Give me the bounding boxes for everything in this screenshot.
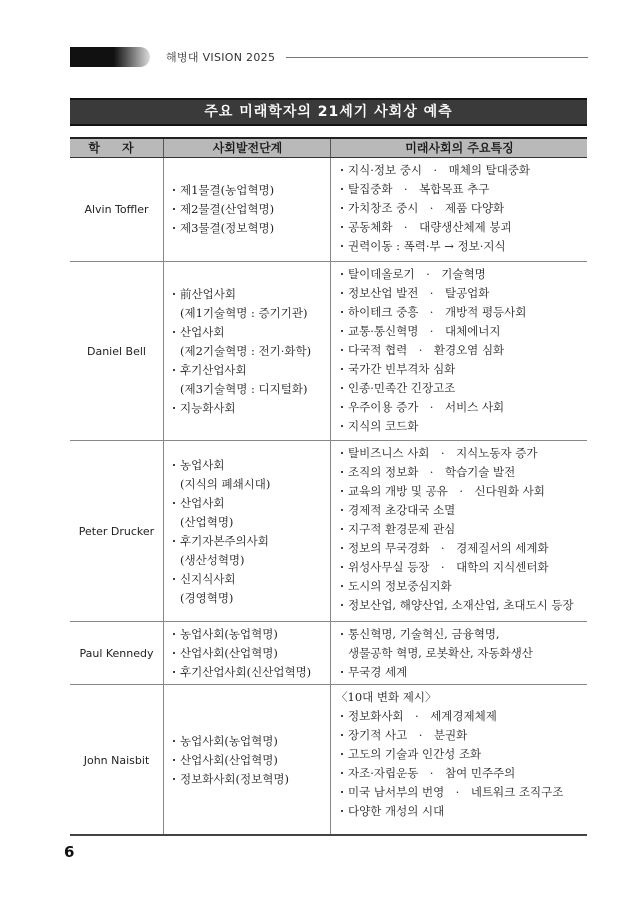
table-header <box>70 139 587 158</box>
feature-note: 〈10대 변화 제시〉 <box>336 690 437 704</box>
stage-item: · 산업사회(산업혁명) <box>168 644 328 663</box>
feature-item: · 정보의 무국경화 · 경제질서의 세계화 <box>335 539 587 558</box>
feature-item: · 교육의 개방 및 공유 · 신다원화 사회 <box>335 482 587 501</box>
stage-item: · 지능화사회 <box>168 399 328 418</box>
stage-list <box>168 441 328 622</box>
feature-list <box>335 685 587 835</box>
table-row <box>70 261 587 441</box>
table-row <box>70 158 587 261</box>
scholar-name: Daniel Bell <box>87 345 146 358</box>
feature-item: · 탈이데올로기 · 기술혁명 <box>335 265 587 284</box>
stage-item: · 농업사회(농업혁명) <box>168 732 328 751</box>
feature-item: · 자조·자립운동 · 참여 민주주의 <box>335 764 587 783</box>
feature-item: · 탈집중화 · 복합목표 추구 <box>335 180 587 199</box>
header-rule <box>286 57 588 58</box>
feature-item: · 공동체화 · 대량생산체제 붕괴 <box>335 218 587 237</box>
feature-list <box>335 622 587 685</box>
stage-item: · 농업사회 <box>168 456 328 475</box>
stage-list <box>168 685 328 835</box>
feature-item: 생물공학 혁명, 로봇확산, 자동화생산 <box>348 646 533 660</box>
stage-subnote: (경영혁명) <box>180 590 234 605</box>
feature-list <box>335 262 587 441</box>
stage-subnote: (산업혁명) <box>180 514 234 529</box>
feature-item: · 정보산업 발전 · 탈공업화 <box>335 284 587 303</box>
feature-item: · 우주이용 증가 · 서비스 사회 <box>335 398 587 417</box>
feature-list <box>335 441 587 622</box>
stage-subnote: (제2기술혁명 : 전기·화학) <box>180 344 312 358</box>
stage-subnote: (제3기술혁명 : 디지털화) <box>180 382 308 396</box>
feature-item: · 통신혁명, 기술혁신, 금융혁명, <box>335 625 587 644</box>
header-scholar: 학자 <box>88 141 156 155</box>
feature-item: · 지식·정보 중시 · 매체의 탈대중화 <box>335 161 587 180</box>
feature-item: · 탈비즈니스 사회 · 지식노동자 증가 <box>335 444 587 463</box>
scholar-name: Peter Drucker <box>78 525 155 538</box>
stage-item: · 제3물결(정보혁명) <box>168 219 328 238</box>
stage-subnote: (제1기술혁명 : 증기기관) <box>180 306 308 320</box>
stage-item: · 후기자본주의사회 <box>168 532 328 551</box>
futurists-table <box>70 137 587 836</box>
feature-item: · 지구적 환경문제 관심 <box>335 520 587 539</box>
stage-item: · 산업사회 <box>168 323 328 342</box>
feature-item: · 국가간 빈부격차 심화 <box>335 360 587 379</box>
stage-subnote: (지식의 폐쇄시대) <box>180 476 271 491</box>
stage-item: · 후기산업사회 <box>168 361 328 380</box>
feature-item: · 하이테크 중흥 · 개방적 평등사회 <box>335 303 587 322</box>
header-features: 미래사회의 주요특징 <box>330 139 588 157</box>
table-row <box>70 684 587 835</box>
stage-item: · 산업사회(산업혁명) <box>168 751 328 770</box>
feature-item: · 지식의 코드화 <box>335 417 587 436</box>
stage-item: · 제1물결(농업혁명) <box>168 181 328 200</box>
running-header: 해병대 VISION 2025 <box>166 51 276 64</box>
feature-item: · 경제적 초강대국 소멸 <box>335 501 587 520</box>
stage-list <box>168 622 328 685</box>
feature-item: · 인종·민족간 긴장고조 <box>335 379 587 398</box>
feature-item: · 가치창조 중시 · 제품 다양화 <box>335 199 587 218</box>
stage-item: · 산업사회 <box>168 494 328 513</box>
feature-item: · 다양한 개성의 시대 <box>335 802 587 821</box>
feature-item: · 다국적 협력 · 환경오염 심화 <box>335 341 587 360</box>
stage-list <box>168 262 328 441</box>
feature-item: · 교통·통신혁명 · 대체에너지 <box>335 322 587 341</box>
scholar-name: John Naisbit <box>83 753 150 767</box>
feature-item: · 정보화사회 · 세계경제체제 <box>335 707 587 726</box>
table-title: 주요 미래학자의 21세기 사회상 예측 <box>70 98 587 126</box>
scholar-name: Alvin Toffler <box>84 203 149 216</box>
stage-item: · 농업사회(농업혁명) <box>168 625 328 644</box>
feature-item: · 정보산업, 해양산업, 소재산업, 초대도시 등장 <box>335 596 587 615</box>
feature-item: · 무국경 세계 <box>335 663 587 682</box>
feature-item: · 고도의 기술과 인간성 조화 <box>335 745 587 764</box>
stage-subnote: (생산성혁명) <box>180 552 245 567</box>
stage-item: · 신지식사회 <box>168 570 328 589</box>
feature-item: · 위성사무실 등장 · 대학의 지식센터화 <box>335 558 587 577</box>
stage-item: · 前산업사회 <box>168 285 328 304</box>
stage-item: · 제2물결(산업혁명) <box>168 200 328 219</box>
table-row <box>70 440 587 622</box>
feature-list <box>335 158 587 261</box>
header-bar-graphic <box>70 47 150 67</box>
feature-item: · 권력이동 : 폭력·부 → 정보·지식 <box>335 237 587 256</box>
stage-item: · 후기산업사회(신산업혁명) <box>168 663 328 682</box>
header-stages: 사회발전단계 <box>163 139 331 157</box>
feature-item: · 미국 남서부의 번영 · 네트워크 조직구조 <box>335 783 587 802</box>
stage-list <box>168 158 328 261</box>
scholar-name: Paul Kennedy <box>79 647 154 660</box>
page-number: 6 <box>64 843 75 861</box>
feature-item: · 장기적 사고 · 분권화 <box>335 726 587 745</box>
table-row <box>70 621 587 685</box>
feature-item: · 조직의 정보화 · 학습기술 발전 <box>335 463 587 482</box>
feature-item: · 도시의 정보중심지화 <box>335 577 587 596</box>
stage-item: · 정보화사회(정보혁명) <box>168 770 328 789</box>
